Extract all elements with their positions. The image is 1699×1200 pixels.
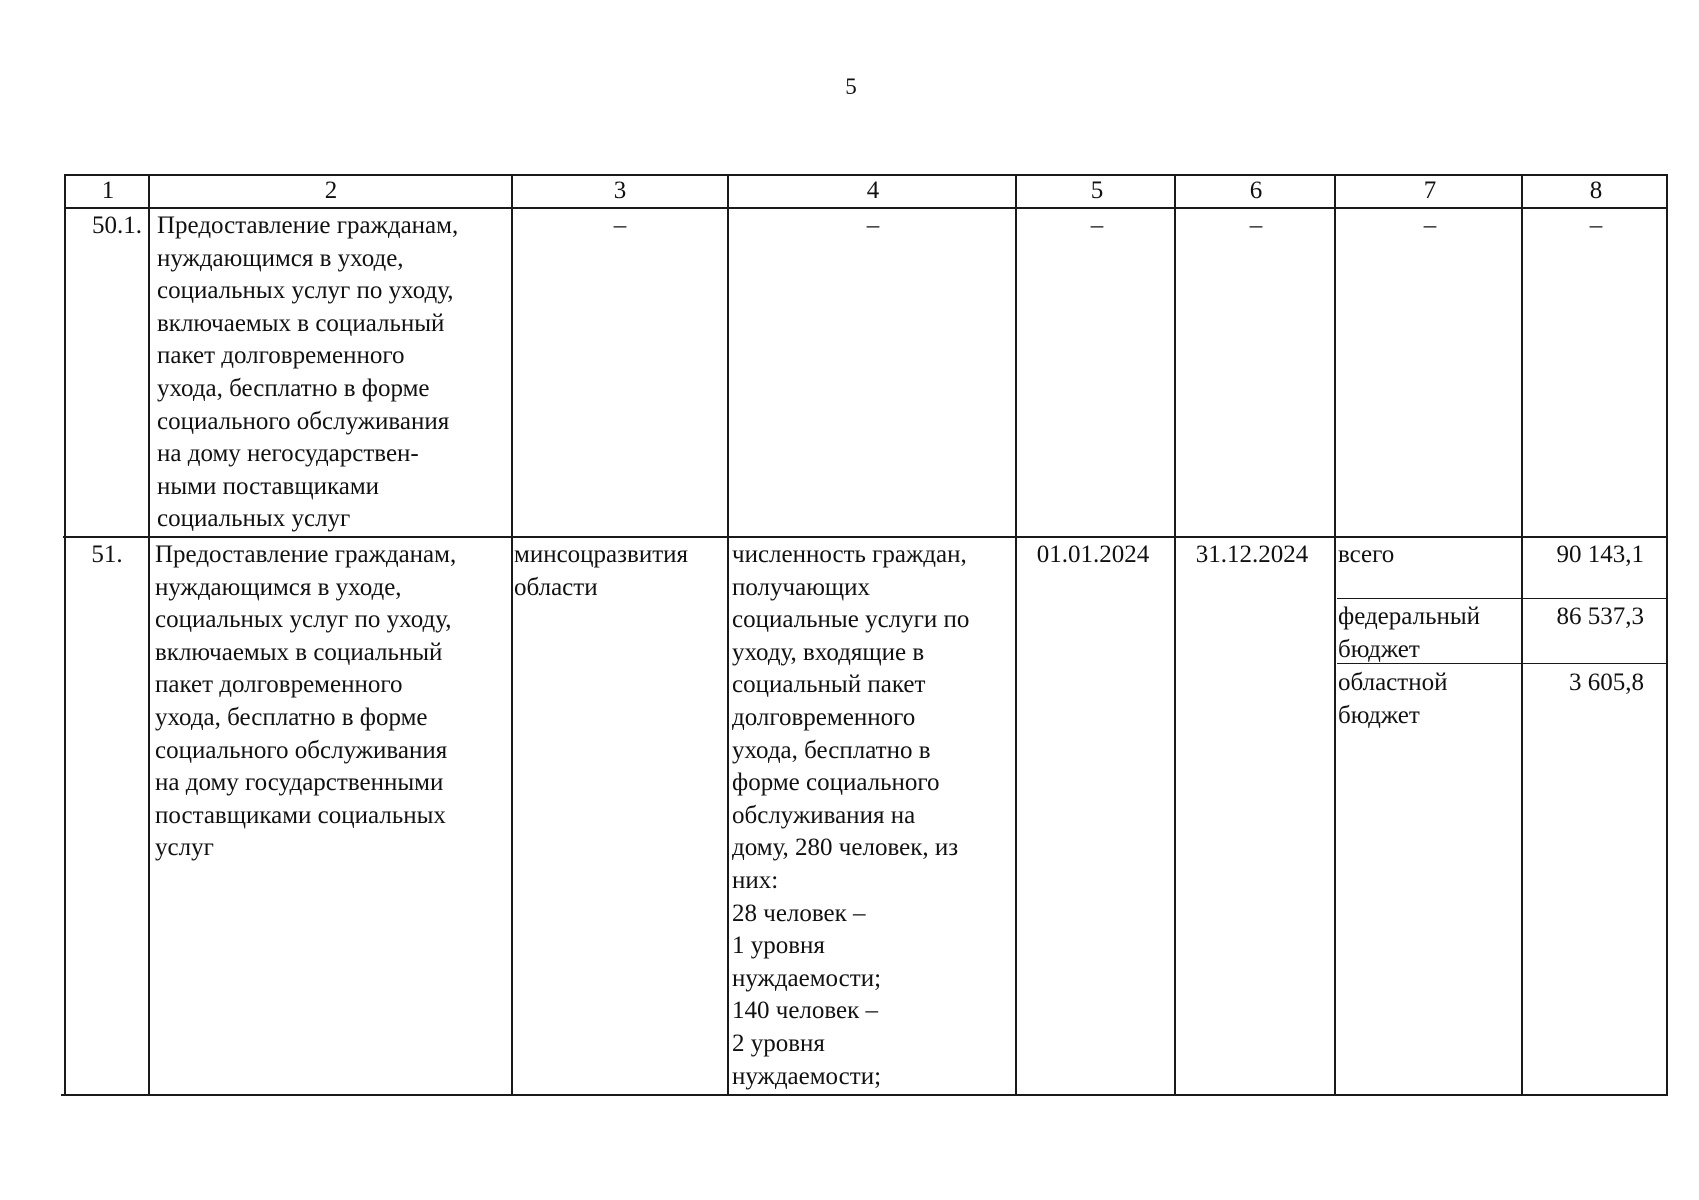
indicator-line: нуждаемости; bbox=[732, 1062, 882, 1090]
start-date-cell: – bbox=[1090, 212, 1104, 239]
indicator-line: 2 уровня bbox=[732, 1029, 825, 1057]
funding-source-federal bbox=[1338, 601, 1518, 666]
executor-cell: – bbox=[613, 212, 627, 239]
column-divider bbox=[1174, 174, 1176, 1096]
indicator-line: социальные услуги по bbox=[732, 606, 970, 634]
indicator-line: получающих bbox=[732, 573, 871, 601]
description-line: ухода, бесплатно в форме bbox=[155, 703, 428, 731]
funding-amount-regional: 3 605,8 bbox=[1569, 669, 1644, 696]
column-divider bbox=[511, 174, 513, 1096]
description-line: социальных услуг по уходу, bbox=[155, 606, 452, 634]
funding-amount-total: 90 143,1 bbox=[1556, 541, 1644, 568]
column-header-3: 3 bbox=[613, 177, 627, 204]
funding-divider bbox=[1337, 663, 1667, 664]
row-description bbox=[155, 539, 512, 865]
table-border-top bbox=[65, 174, 1668, 176]
description-line: на дому государственными bbox=[155, 769, 444, 797]
description-line: на дому негосударствен- bbox=[157, 440, 419, 468]
executor-line: области bbox=[514, 573, 598, 601]
table-border-left bbox=[64, 174, 66, 1096]
description-line: социальных услуг bbox=[157, 505, 351, 533]
funding-source-cell: – bbox=[1423, 212, 1437, 239]
column-header-4: 4 bbox=[866, 177, 880, 204]
indicator-cell: – bbox=[866, 212, 880, 239]
indicator-line: уходу, входящие в bbox=[732, 638, 925, 666]
column-header-5: 5 bbox=[1090, 177, 1104, 204]
funding-divider bbox=[1337, 598, 1667, 599]
funding-source-line: бюджет bbox=[1338, 701, 1420, 729]
column-header-7: 7 bbox=[1423, 177, 1437, 204]
row-number: 51. bbox=[91, 541, 123, 568]
description-line: нуждающимся в уходе, bbox=[157, 244, 404, 272]
end-date-cell: 31.12.2024 bbox=[1195, 541, 1309, 568]
row-divider bbox=[63, 536, 1667, 538]
description-line: пакет долговременного bbox=[157, 342, 405, 370]
description-line: социального обслуживания bbox=[157, 407, 450, 435]
table-border-right bbox=[1666, 174, 1668, 1096]
funding-source-line: бюджет bbox=[1338, 635, 1420, 663]
column-header-8: 8 bbox=[1589, 177, 1603, 204]
indicator-line: форме социального bbox=[732, 769, 940, 797]
start-date-cell: 01.01.2024 bbox=[1036, 541, 1150, 568]
funding-source-line: федеральный bbox=[1338, 603, 1481, 630]
description-line: социальных услуг по уходу, bbox=[157, 277, 454, 305]
indicator-line: них: bbox=[732, 866, 779, 894]
table-border-bottom bbox=[61, 1094, 1666, 1096]
description-line: ухода, бесплатно в форме bbox=[157, 374, 430, 402]
column-divider bbox=[1015, 174, 1017, 1096]
funding-amount-cell: – bbox=[1589, 212, 1603, 239]
description-line: пакет долговременного bbox=[155, 671, 403, 699]
executor-cell bbox=[514, 539, 728, 604]
column-divider bbox=[148, 174, 150, 1096]
column-header-1: 1 bbox=[101, 177, 115, 204]
description-line: поставщиками социальных bbox=[155, 801, 446, 829]
indicator-line: 1 уровня bbox=[732, 932, 825, 960]
indicator-line: 28 человек – bbox=[732, 899, 866, 927]
funding-amount-federal: 86 537,3 bbox=[1556, 603, 1644, 630]
description-line: включаемых в социальный bbox=[157, 309, 445, 337]
page-number: 5 bbox=[845, 74, 857, 99]
funding-source-line: всего bbox=[1338, 541, 1395, 568]
executor-line: минсоцразвития bbox=[514, 541, 689, 568]
indicator-line: долговременного bbox=[732, 703, 916, 731]
row-number: 50.1. bbox=[92, 212, 142, 239]
description-line: включаемых в социальный bbox=[155, 638, 443, 666]
description-line: услуг bbox=[155, 834, 214, 862]
description-line: нуждающимся в уходе, bbox=[155, 573, 402, 601]
indicator-line: ухода, бесплатно в bbox=[732, 736, 931, 764]
indicator-line: численность граждан, bbox=[732, 541, 967, 568]
indicator-cell bbox=[732, 539, 1018, 1093]
description-line: ными поставщиками bbox=[157, 472, 380, 500]
row-description bbox=[157, 210, 512, 536]
indicator-line: дому, 280 человек, из bbox=[732, 834, 959, 862]
end-date-cell: – bbox=[1249, 212, 1263, 239]
column-header-6: 6 bbox=[1249, 177, 1263, 204]
indicator-line: обслуживания на bbox=[732, 801, 916, 829]
header-divider bbox=[65, 207, 1668, 209]
funding-source-regional bbox=[1338, 667, 1518, 732]
funding-source-line: областной bbox=[1338, 669, 1448, 696]
description-line: Предоставление гражданам, bbox=[155, 541, 457, 568]
column-divider bbox=[727, 174, 729, 1096]
indicator-line: нуждаемости; bbox=[732, 964, 882, 992]
funding-source-total bbox=[1338, 539, 1518, 572]
indicator-line: 140 человек – bbox=[732, 997, 879, 1025]
description-line: Предоставление гражданам, bbox=[157, 212, 459, 239]
column-divider bbox=[1521, 174, 1523, 1096]
indicator-line: социальный пакет bbox=[732, 671, 926, 699]
description-line: социального обслуживания bbox=[155, 736, 448, 764]
column-divider bbox=[1334, 174, 1336, 1096]
column-header-2: 2 bbox=[324, 177, 338, 204]
